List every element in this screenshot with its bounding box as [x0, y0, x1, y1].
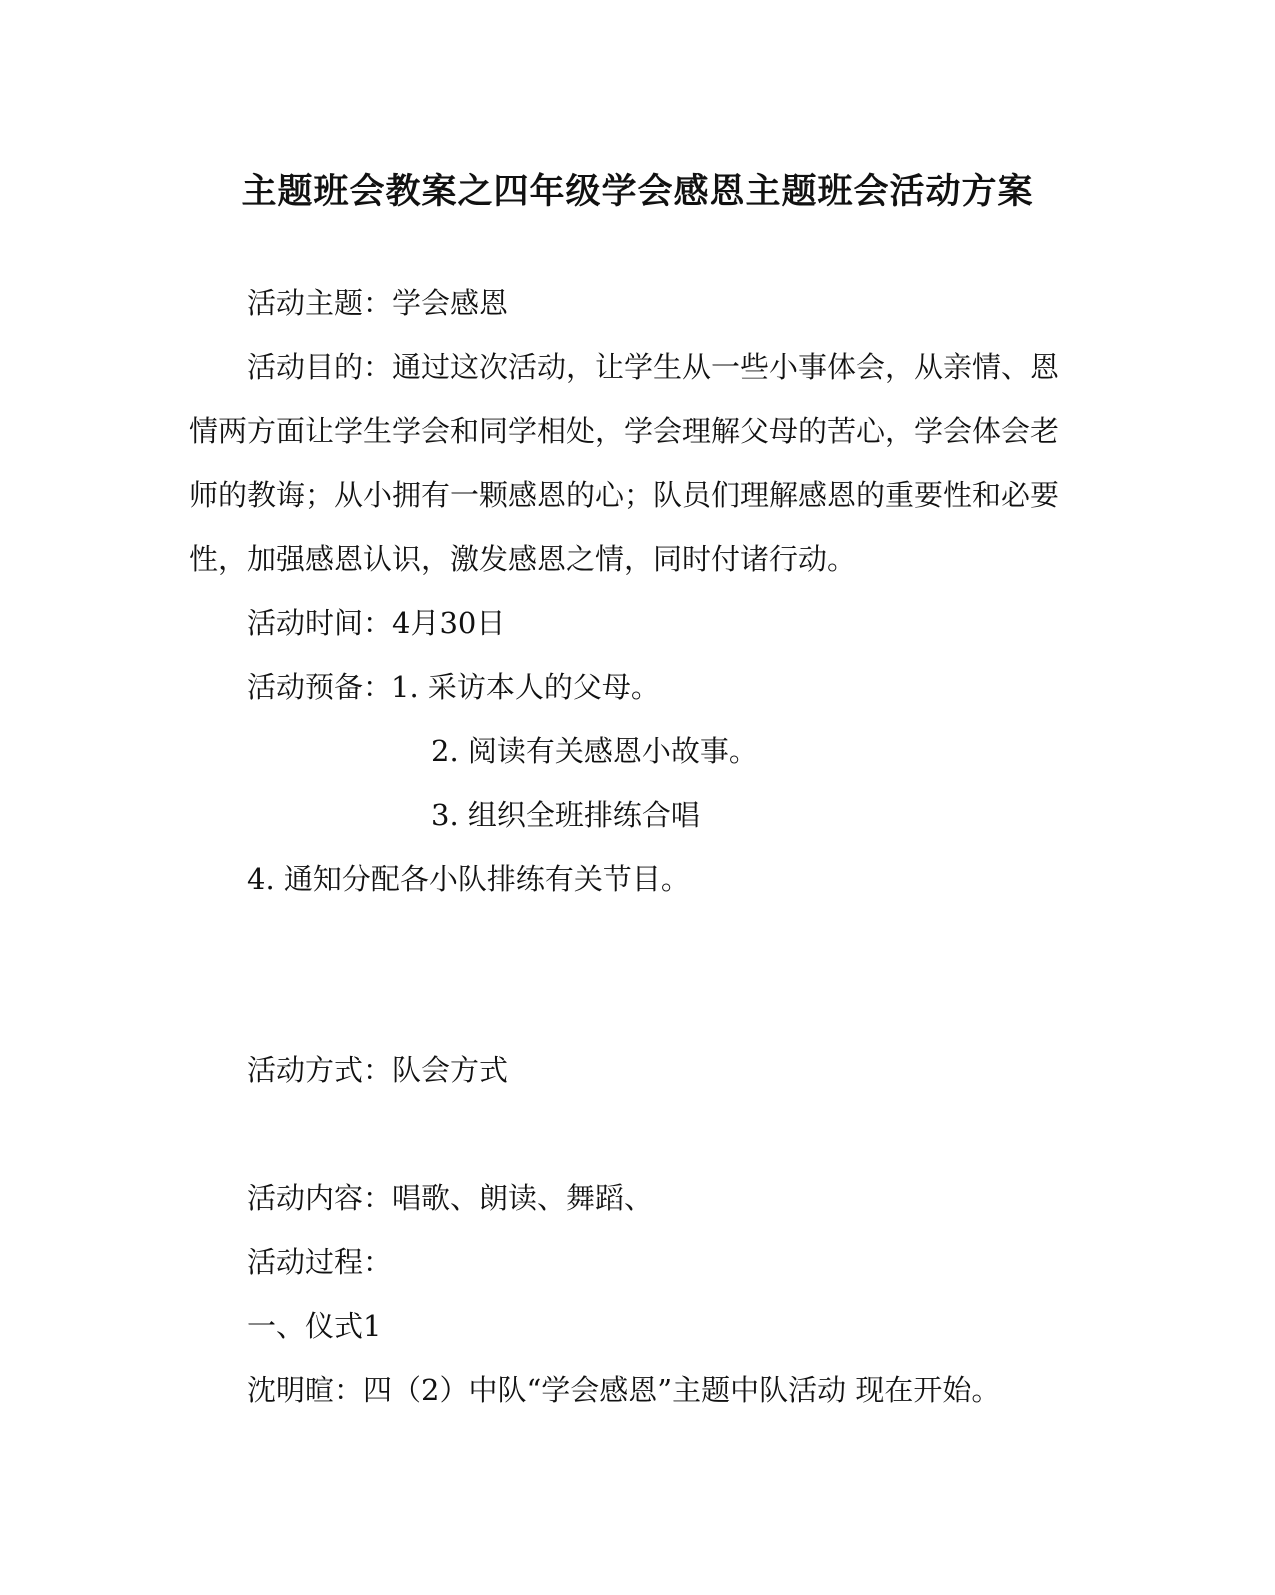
activity-purpose-line-3: 师的教诲；从小拥有一颗感恩的心；队员们理解感恩的重要性和必要	[189, 478, 1060, 512]
preparation-item-3: 3. 组织全班排练合唱	[431, 798, 700, 832]
activity-content: 活动内容：唱歌、朗读、舞蹈、	[247, 1181, 654, 1215]
activity-preparation-label: 活动预备：	[247, 670, 393, 704]
section-one-heading: 一、仪式1	[247, 1309, 382, 1343]
activity-process: 活动过程：	[247, 1245, 393, 1279]
activity-time: 活动时间：4月30日	[247, 606, 506, 640]
activity-purpose-line-4: 性，加强感恩认识，激发感恩之情，同时付诸行动。	[189, 542, 857, 576]
preparation-item-2: 2. 阅读有关感恩小故事。	[431, 734, 758, 768]
activity-method: 活动方式：队会方式	[247, 1053, 509, 1087]
preparation-item-1: 1. 采访本人的父母。	[391, 670, 660, 704]
activity-purpose-line-2: 情两方面让学生学会和同学相处，学会理解父母的苦心，学会体会老	[189, 414, 1060, 448]
opening-line: 沈明暄：四（2）中队“学会感恩”主题中队活动 现在开始。	[247, 1373, 1001, 1407]
preparation-item-4: 4. 通知分配各小队排练有关节目。	[247, 862, 690, 896]
document-title: 主题班会教案之四年级学会感恩主题班会活动方案	[241, 171, 1034, 212]
activity-purpose-line-1: 活动目的：通过这次活动，让学生从一些小事体会，从亲情、恩	[247, 350, 1060, 384]
activity-theme: 活动主题：学会感恩	[247, 286, 509, 320]
